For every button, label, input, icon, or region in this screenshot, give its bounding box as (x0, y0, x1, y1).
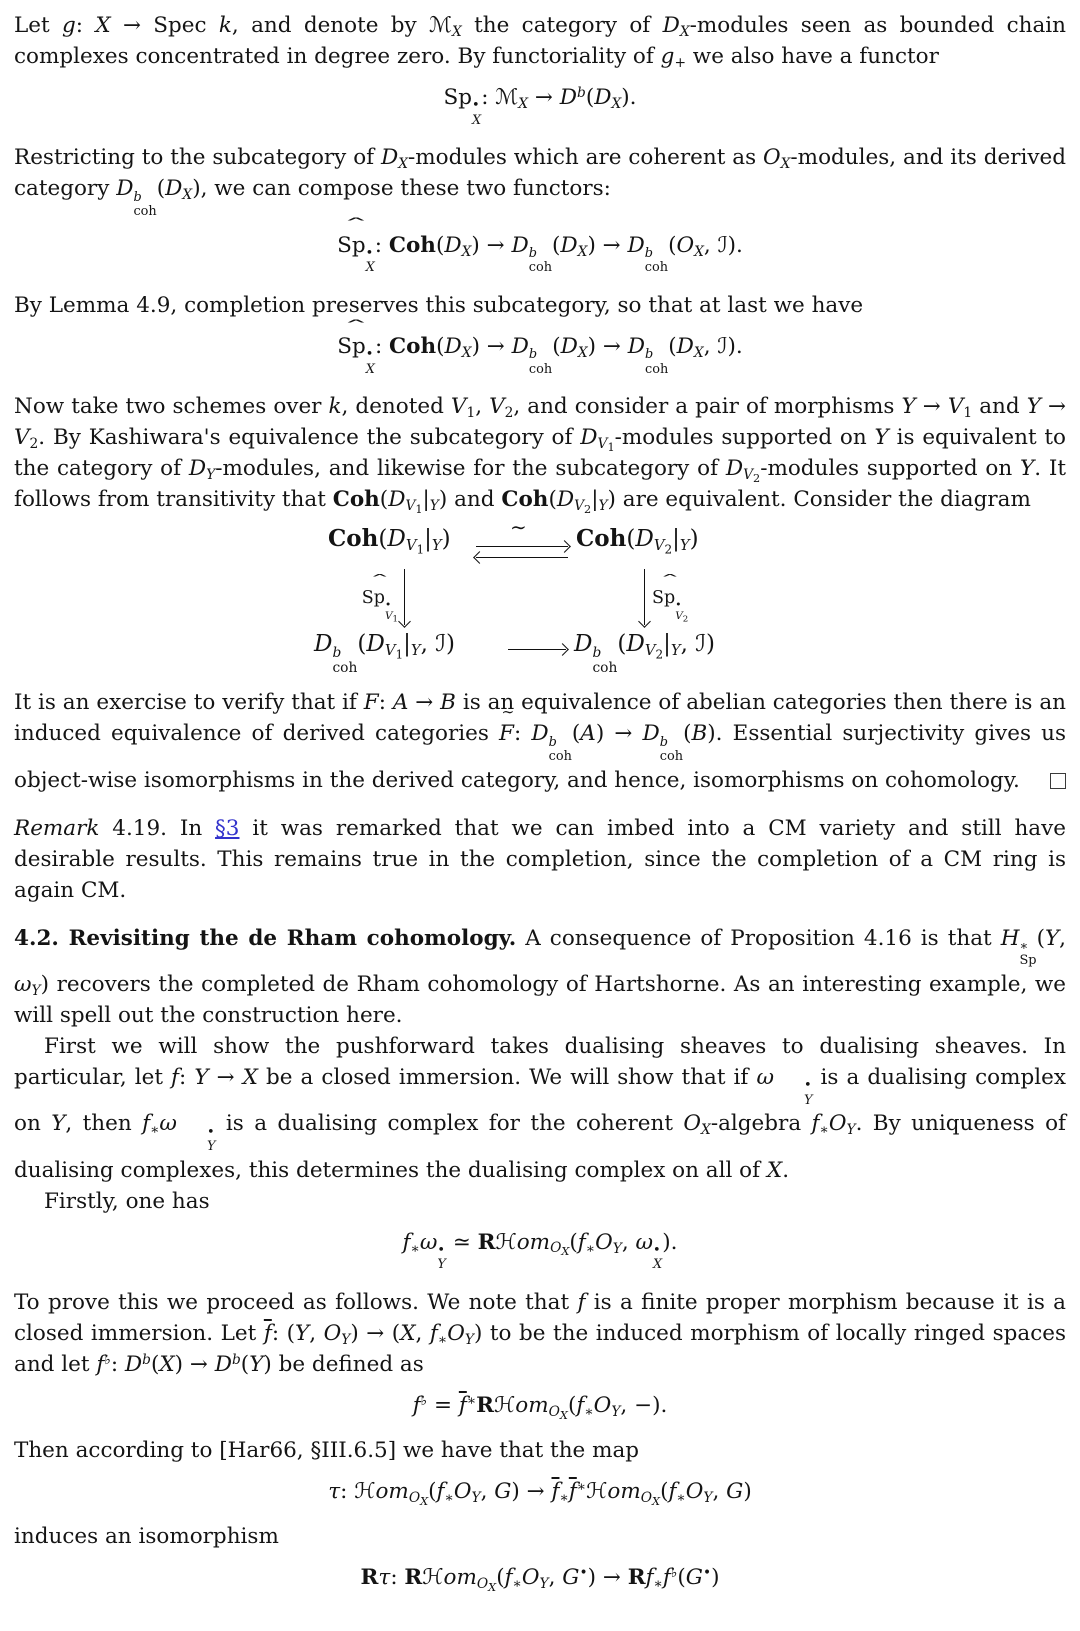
diagram-node-coh-v2: $Coh(D_{V_2}|_Y)$ (576, 525, 699, 557)
equation-sp-hat-completed: ˆ Sp • X : $Coh(D_X) \to D$ b coh $(D_X) \to D$ b coh ($D_X$, ℐ). (14, 331, 1066, 377)
diagram-tilde-symbol: ∼ (510, 515, 527, 540)
paragraph-exercise-proof: It is an exercise to verify that if F: A → B is an equivalence of abelian categories then there is an induced equivalence of derived categories ∼ F: D b coh (A) → D b coh (B). Essential surjectivity gives us object-wise isomorphisms in the derived category, and hence, isomorphisms on cohomology. (14, 687, 1066, 795)
equation-pushforward-rhom: $f_∗\omega$ • Y ≃ $Rℋom_{O_X}(f_∗O_Y$, ω • X ). (402, 1229, 678, 1273)
paragraph-intro: Let g: X → Spec k, and denote by ℳ$_X$ the category of $D_X$-modules seen as bounded chain complexes concentrated in degree zero. By functoriality of $g_+$ we also have a functor (14, 13, 1067, 71)
paragraph-induces: induces an isomorphism (14, 1523, 279, 1549)
diagram-node-dcoh-v2: D b coh ($D_{V_2}|_Y$, ℐ) (574, 631, 716, 677)
paragraph-lemma-49: By Lemma 4.9, completion preserves this subcategory, so that at last we have (14, 292, 864, 318)
equation-r-tau-isomorphism: Rτ: $Rℋom_{O_X}(f_∗O_Y$, $G^•) \to Rf_∗f^♭(G^•)$ (360, 1564, 720, 1594)
paragraph-pushforward-dualising: First we will show the pushforward takes dualising sheaves to dualising sheaves. In particular, let f: Y → X be a closed immersion. We will show that if ω • Y is a dualising complex on Y, then $f_∗\omega$ • Y is a dualising complex for the coherent $O_X$-algebra $f_∗O_Y$. By uniqueness of dualising complexes, this determines the dualising complex on all of X. (14, 1033, 1066, 1183)
equation-sp-hat-composition: ˆ Sp • X : $Coh(D_X) \to D$ b coh $(D_X) \to D$ b coh ($O_X$, ℐ). (14, 230, 1066, 276)
paragraph-to-prove: To prove this we proceed as follows. We note that f is a finite proper morphism because it is a closed immersion. Let $\overline{f}$: (Y, $O_Y) \to (X$, $f_∗O_Y$) to be the induced morphism of locally ringed spaces and let f♭: $D^b(X) \to D^b(Y)$ be defined as (14, 1289, 1067, 1377)
diagram-label-sp-v2: ˆ Sp • $V_2$ (652, 583, 688, 623)
diagram-arrow-down-right-icon (644, 569, 645, 625)
paragraph-restricting: Restricting to the subcategory of $D_X$-modules which are coherent as $O_X$-modules, and its derived category D b coh $(D_X)$, we can compose these two functors: (14, 145, 1066, 220)
diagram-node-dcoh-v1: D b coh ($D_{V_1}|_Y$, ℐ) (314, 631, 456, 677)
paragraph-har66: Then according to [Har66, §III.6.5] we have that the map (14, 1437, 640, 1463)
paragraph-firstly: Firstly, one has (44, 1188, 210, 1214)
equation-tau-map: τ: $ℋom_{O_X}(f_∗O_Y$, $G) \to \overline{f}_∗\overline{f}^∗ℋom_{O_X}(f_∗O_Y$, G) (328, 1478, 752, 1508)
section-3-link[interactable]: §3 (215, 815, 240, 841)
commutative-diagram (14, 515, 1066, 677)
diagram-arrow-down-left-icon (404, 569, 405, 625)
paragraph-two-schemes: Now take two schemes over k, denoted $V_1$, $V_2$, and consider a pair of morphisms $Y \to V_1$ and $Y \to V_2$. By Kashiwara's equivalence the subcategory of $D_{V_1}$-modules supported on Y is equivalent to the category of $D_Y$-modules, and likewise for the subcategory of $D_{V_2}$-modules supported on Y. It follows from transitivity that $Coh(D_{V_1}|_Y)$ and $Coh(D_{V_2}|_Y)$ are equivalent. Consider the diagram (14, 394, 1067, 517)
diagram-arrow-left-icon (476, 557, 568, 558)
equation-sp-functor: Sp • X : ℳ$_X$ → $D^b(D_X)$. (443, 85, 637, 128)
diagram-node-coh-v1: $Coh(D_{V_1}|_Y)$ (328, 525, 451, 557)
diagram-label-sp-v1: ˆ Sp • $V_1$ (362, 583, 398, 623)
subsection-42-de-rham: 4.2. Revisiting the de Rham cohomology. A consequence of Proposition 4.16 is that H ∗ Sp (Y, $\omega_Y$) recovers the completed de Rham cohomology of Hartshorne. As an interesting example, we will spell out the construction here. (14, 925, 1066, 1028)
remark-419: Remark 4.19. In §3 it was remarked that we can imbed into a CM variety and still have desirable results. This remains true in the completion, since the completion of a CM ring is again CM. (14, 815, 1066, 903)
diagram-arrow-bottom-icon (508, 649, 566, 650)
qed-box (1050, 773, 1066, 789)
equation-f-flat-definition: $f^♭ = \overline{f}^∗Rℋom_{O_X}(f_∗O_Y$, −). (412, 1392, 668, 1422)
diagram-arrow-right-icon (476, 546, 568, 547)
